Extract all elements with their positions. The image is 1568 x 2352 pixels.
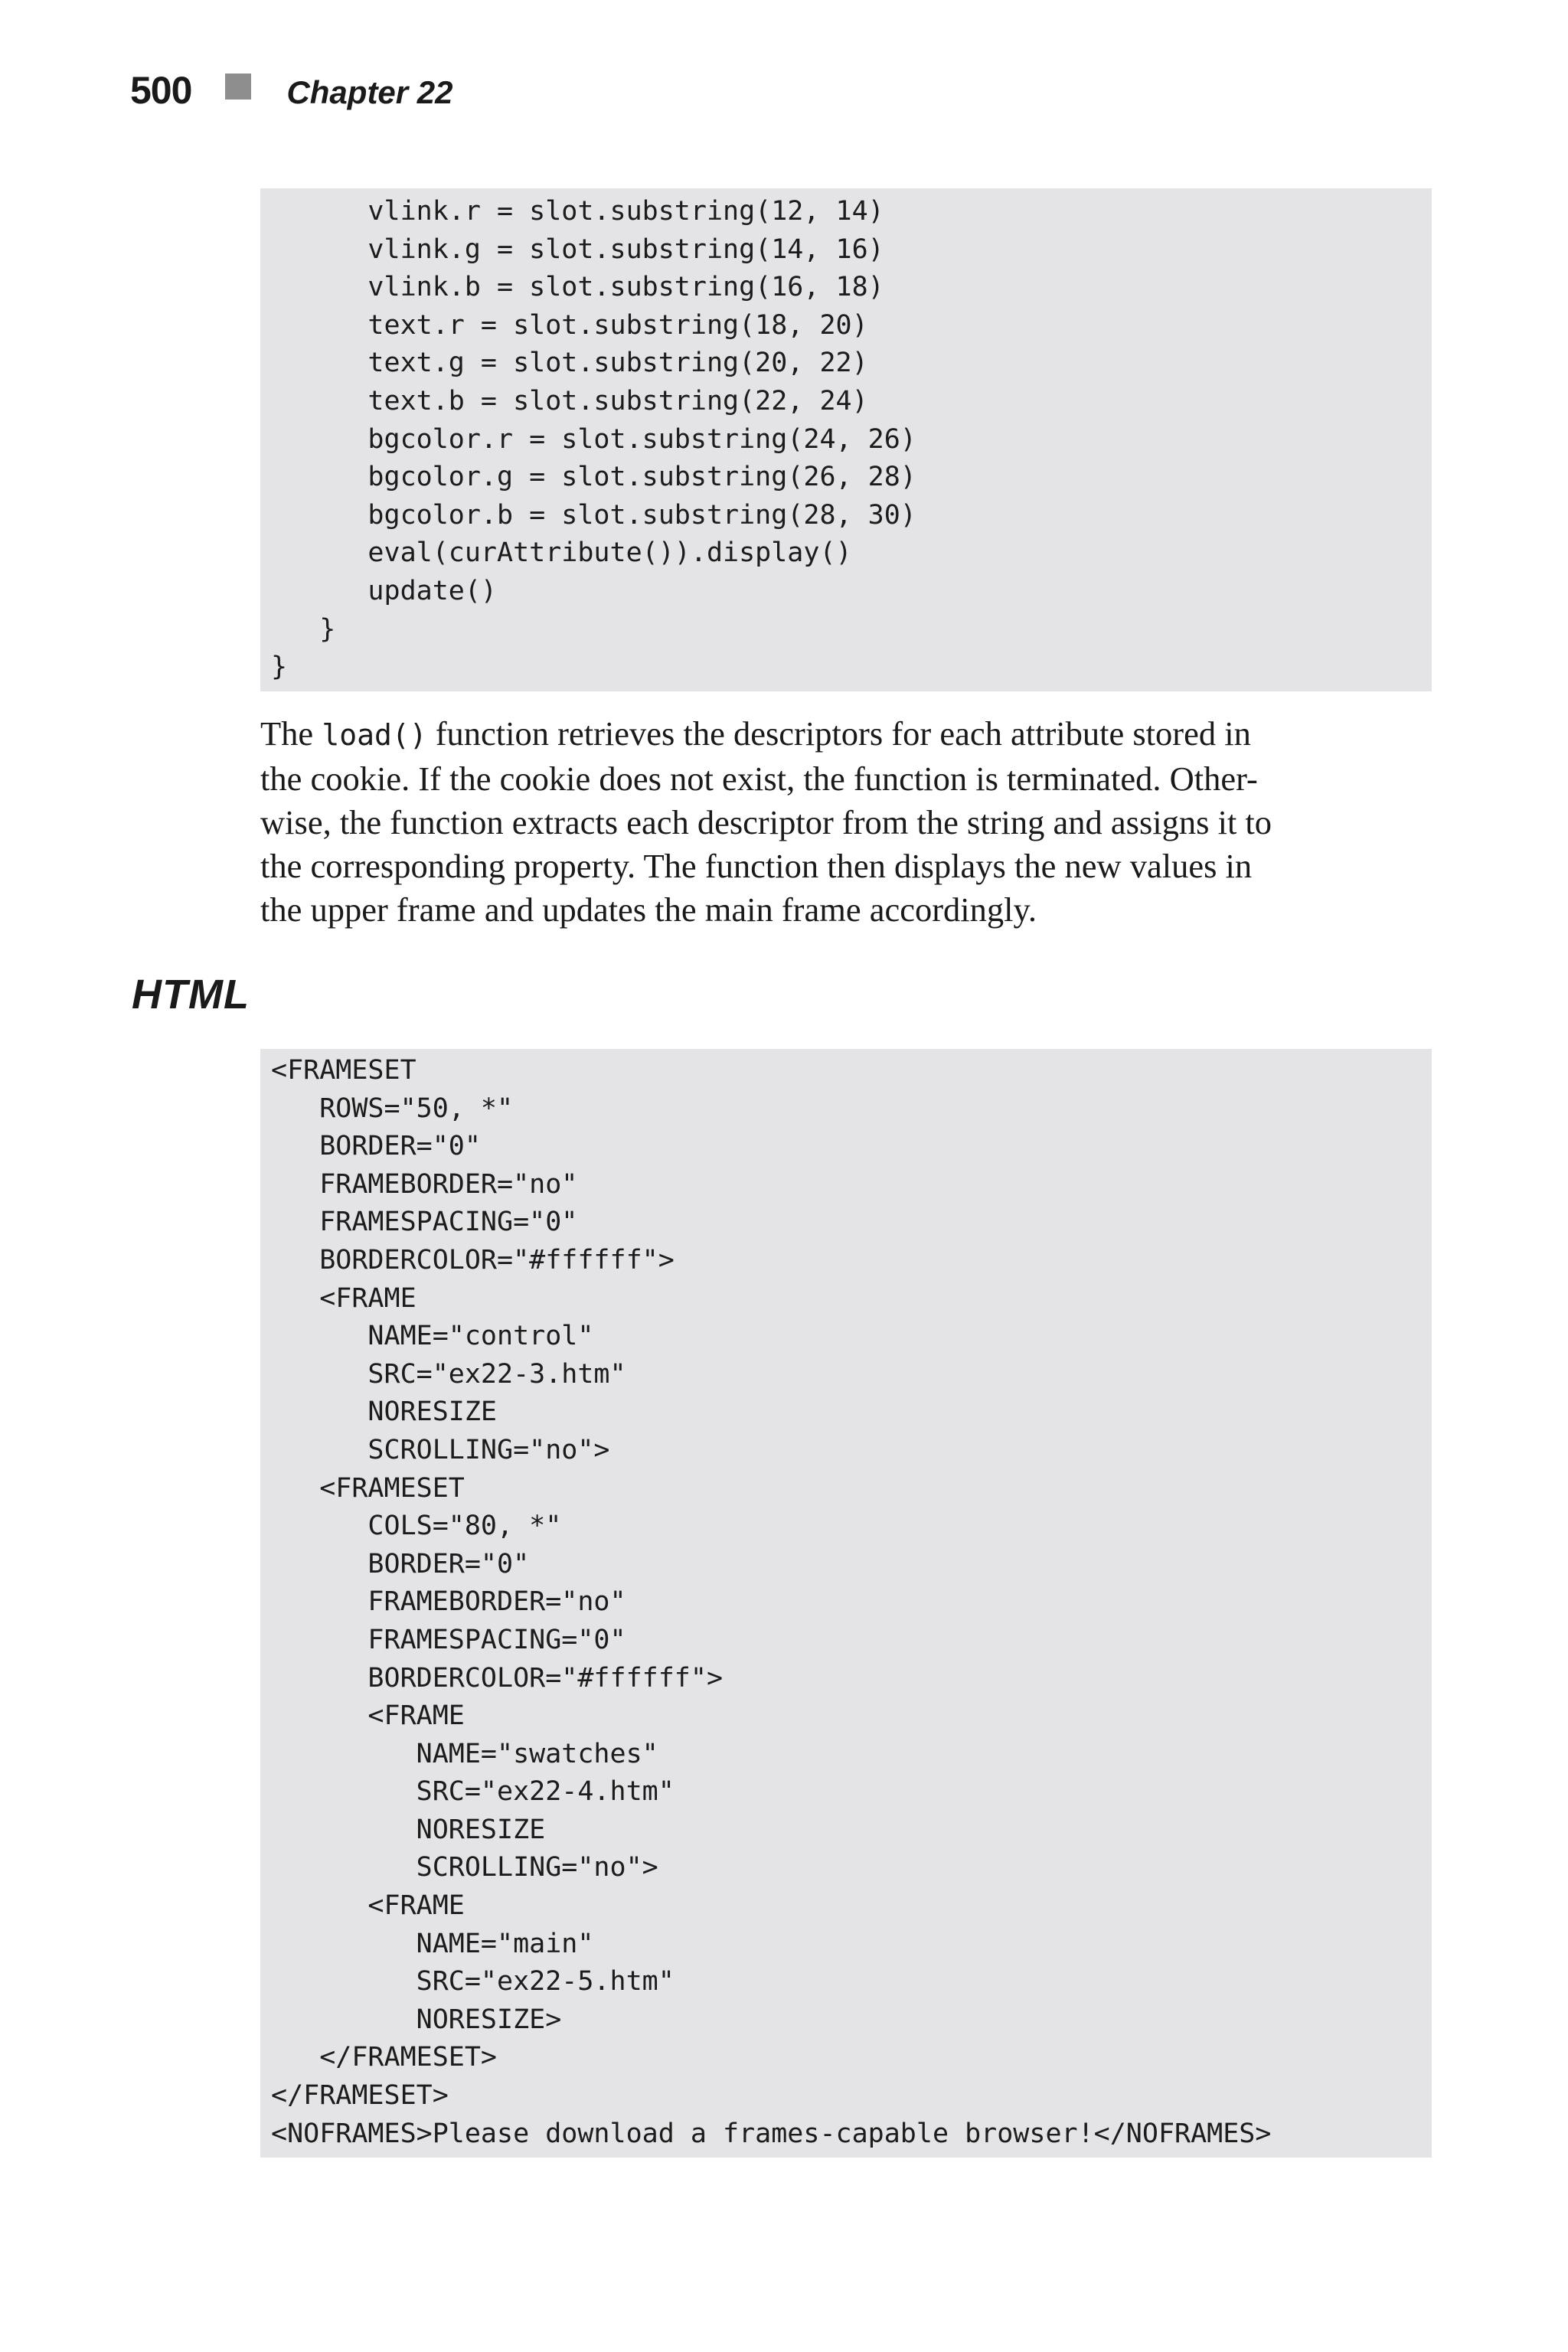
code-line: COLS="80, *" bbox=[271, 1511, 562, 1542]
code-line: update() bbox=[271, 575, 498, 606]
code-line: <FRAME bbox=[271, 1700, 465, 1732]
code-line: <FRAMESET bbox=[271, 1472, 465, 1504]
header-square-icon bbox=[225, 74, 251, 100]
paragraph-text: function retrieves the descriptors for each attribute stored in bbox=[426, 714, 1251, 753]
code-line: SCROLLING="no"> bbox=[271, 1852, 658, 1883]
code-line: <NOFRAMES>Please download a frames-capable browser!</NOFRAMES> bbox=[271, 2118, 1272, 2149]
code-line: <FRAME bbox=[271, 1282, 416, 1314]
code-line: <FRAME bbox=[271, 1890, 465, 1922]
code-line: vlink.g = slot.substring(14, 16) bbox=[271, 234, 884, 265]
body-paragraph bbox=[260, 712, 1439, 932]
code-line: text.g = slot.substring(20, 22) bbox=[271, 348, 868, 379]
page-header bbox=[130, 67, 453, 113]
code-line: eval(curAttribute()).display() bbox=[271, 537, 852, 569]
code-block-javascript bbox=[260, 188, 1432, 691]
code-line: FRAMEBORDER="no" bbox=[271, 1168, 578, 1200]
paragraph-line: wise, the function extracts each descriptor from the string and assigns it to bbox=[260, 803, 1272, 841]
code-line: </FRAMESET> bbox=[271, 2080, 449, 2112]
code-line: FRAMESPACING="0" bbox=[271, 1207, 578, 1238]
page-number: 500 bbox=[130, 69, 192, 112]
code-line: NAME="swatches" bbox=[271, 1738, 658, 1769]
code-line: <FRAMESET bbox=[271, 1055, 416, 1086]
code-line: } bbox=[271, 652, 288, 683]
code-line: vlink.b = slot.substring(16, 18) bbox=[271, 272, 884, 303]
code-line: bgcolor.b = slot.substring(28, 30) bbox=[271, 499, 916, 531]
paragraph-line: the cookie. If the cookie does not exist, the function is terminated. Other- bbox=[260, 760, 1258, 798]
code-line: bgcolor.g = slot.substring(26, 28) bbox=[271, 462, 916, 493]
code-line: SRC="ex22-3.htm" bbox=[271, 1358, 626, 1390]
paragraph-line bbox=[260, 712, 1439, 757]
code-line: BORDERCOLOR="#ffffff"> bbox=[271, 1662, 724, 1694]
code-line: NORESIZE bbox=[271, 1814, 546, 1845]
chapter-label: Chapter 22 bbox=[286, 74, 453, 110]
code-line: </FRAMESET> bbox=[271, 2042, 498, 2073]
section-heading: HTML bbox=[132, 972, 250, 1018]
code-line: text.r = slot.substring(18, 20) bbox=[271, 309, 868, 341]
code-line: SRC="ex22-5.htm" bbox=[271, 1966, 675, 1998]
code-line: bgcolor.r = slot.substring(24, 26) bbox=[271, 423, 916, 455]
code-block-html bbox=[260, 1049, 1432, 2158]
code-line: FRAMESPACING="0" bbox=[271, 1624, 626, 1655]
code-line: BORDER="0" bbox=[271, 1131, 481, 1162]
code-line: text.b = slot.substring(22, 24) bbox=[271, 385, 868, 416]
code-line: NORESIZE> bbox=[271, 2004, 562, 2035]
inline-code-load: load() bbox=[322, 718, 427, 752]
code-line: FRAMEBORDER="no" bbox=[271, 1586, 626, 1618]
code-line: NAME="control" bbox=[271, 1321, 594, 1352]
paragraph-line: the upper frame and updates the main frame accordingly. bbox=[260, 890, 1037, 929]
paragraph-text: The bbox=[260, 714, 322, 753]
code-line: SRC="ex22-4.htm" bbox=[271, 1776, 675, 1808]
paragraph-line: the corresponding property. The function then displays the new values in bbox=[260, 847, 1253, 885]
code-line: NORESIZE bbox=[271, 1396, 498, 1428]
code-line: ROWS="50, *" bbox=[271, 1093, 514, 1124]
code-line: vlink.r = slot.substring(12, 14) bbox=[271, 196, 884, 227]
code-line: SCROLLING="no"> bbox=[271, 1434, 610, 1465]
code-line: BORDERCOLOR="#ffffff"> bbox=[271, 1244, 675, 1276]
code-line: BORDER="0" bbox=[271, 1548, 530, 1579]
code-line: } bbox=[271, 613, 336, 645]
code-line: NAME="main" bbox=[271, 1928, 594, 1959]
